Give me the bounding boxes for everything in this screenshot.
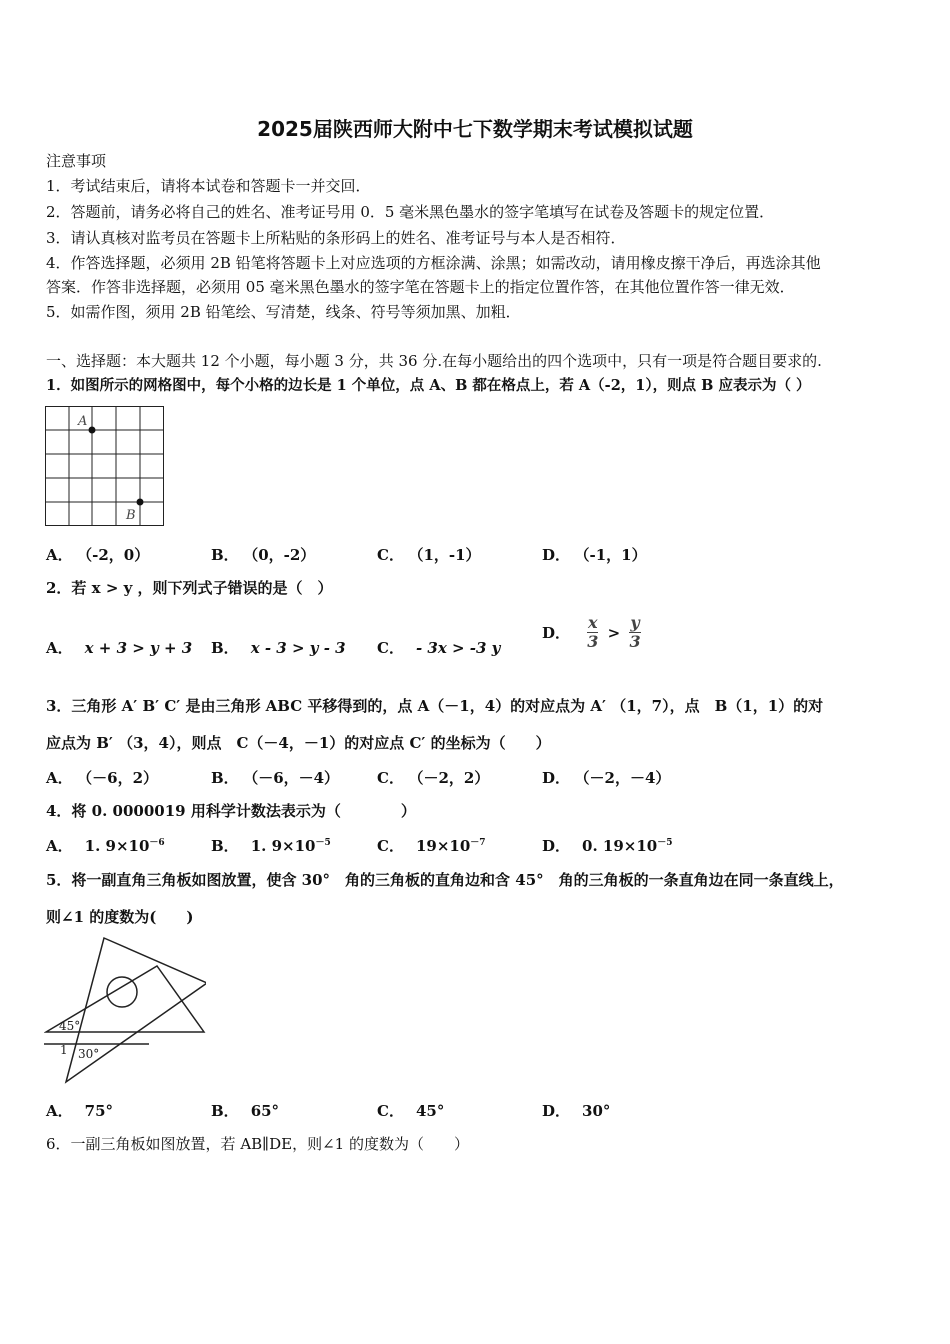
option-d[interactable]: D． （－2，－4） [542, 769, 671, 787]
option-d[interactable]: D． 30° [542, 1102, 611, 1120]
notice-item: 5．如需作图，须用 2B 铅笔绘、写清楚，线条、符号等须加黑、加粗． [46, 303, 521, 321]
angle-30-label: 30° [78, 1047, 100, 1061]
notice-item: 4．作答选择题，必须用 2B 铅笔将答题卡上对应选项的方框涂满、涂黑；如需改动，请用橡皮擦干净后，再选涂其他 [46, 254, 821, 272]
section-heading: 一、选择题：本大题共 12 个小题，每小题 3 分，共 36 分.在每小题给出的四个选项中，只有一项是符合题目要求的. [46, 352, 822, 370]
label-b: B [126, 508, 136, 523]
notice-item: 1．考试结束后，请将本试卷和答题卡一并交回． [46, 177, 371, 195]
option-a[interactable]: A． 1. $9\times 10^{-6}$ [46, 837, 165, 855]
question-2-stem: 2．若 x > y ，则下列式子错误的是（ ） [46, 579, 333, 597]
option-c[interactable]: C． （1，-1） [377, 546, 481, 564]
option-a[interactable]: A． （-2，0） [46, 546, 150, 564]
notice-heading: 注意事项 [46, 152, 107, 170]
question-5-line2: 则∠1 的度数为( ) [46, 908, 194, 926]
option-c[interactable]: C． 45° [377, 1102, 445, 1120]
option-c[interactable]: C． $19\times 10^{-7}$ [377, 837, 486, 855]
question-1-stem: 1．如图所示的网格图中，每个小格的边长是 1 个单位，点 A、B 都在格点上，若 A（-2，1），则点 B 应表示为（ ） [46, 377, 811, 394]
grid-figure [45, 406, 165, 527]
point-b [137, 499, 144, 506]
option-d[interactable]: D． （-1，1） [542, 546, 647, 564]
option-d[interactable]: D． $\frac{x}{3}$ > $\frac{y}{3}$ [542, 613, 641, 651]
option-b[interactable]: B． （0，-2） [211, 546, 316, 564]
fraction-x-over-3: $\frac{x}{3}$ [587, 613, 599, 651]
option-b[interactable]: B． 65° [211, 1102, 280, 1120]
label-a: A [78, 414, 88, 429]
question-5-line1: 5．将一副直角三角板如图放置，使含 30° 角的三角板的直角边和含 45° 角的三角板的一条直角边在同一条直线上， [46, 871, 844, 889]
option-a[interactable]: A． 75° [46, 1102, 114, 1120]
angle-1-label: 1 [60, 1043, 68, 1057]
page-title: 2025届陕西师大附中七下数学期末考试模拟试题 [257, 117, 693, 141]
question-3-line1: 3．三角形 A′ B′ C′ 是由三角形 ABC 平移得到的，点 A（－1，4）的对应点为 A′ （1，7），点 B（1，1）的对 [46, 697, 824, 715]
notice-item: 2．答题前，请务必将自己的姓名、准考证号用 0．5 毫米黑色墨水的签字笔填写在试卷及答题卡的规定位置． [46, 203, 775, 221]
fraction-y-over-3: $\frac{y}{3}$ [629, 613, 641, 651]
option-a[interactable]: A． x + 3 > y + 3 [46, 639, 193, 657]
option-b[interactable]: B． x - 3 > y - 3 [211, 639, 346, 657]
question-3-line2: 应点为 B′ （3，4），则点 C（－4，－1）的对应点 C′ 的坐标为（ ） [46, 734, 551, 752]
point-a [89, 427, 96, 434]
angle-45-label: 45° [59, 1019, 81, 1033]
question-4-stem: 4．将 0. 0000019 用科学计数法表示为（ ） [46, 802, 416, 820]
triangle-figure [44, 936, 206, 1084]
option-d[interactable]: D． 0. $19\times 10^{-5}$ [542, 837, 673, 855]
option-c[interactable]: C． （－2，2） [377, 769, 490, 787]
option-b[interactable]: B． （－6，－4） [211, 769, 340, 787]
option-b[interactable]: B． 1. $9\times 10^{-5}$ [211, 837, 331, 855]
option-a[interactable]: A． （－6，2） [46, 769, 159, 787]
option-c[interactable]: C． - 3x > -3 y [377, 639, 501, 657]
notice-item: 答案．作答非选择题，必须用 05 毫米黑色墨水的签字笔在答题卡上的指定位置作答，在其他位置作答一律无效． [46, 278, 795, 296]
question-6-stem: 6．一副三角板如图放置，若 AB∥DE，则∠1 的度数为（ ） [46, 1135, 469, 1153]
notice-item: 3．请认真核对监考员在答题卡上所粘贴的条形码上的姓名、准考证号与本人是否相符． [46, 229, 626, 247]
